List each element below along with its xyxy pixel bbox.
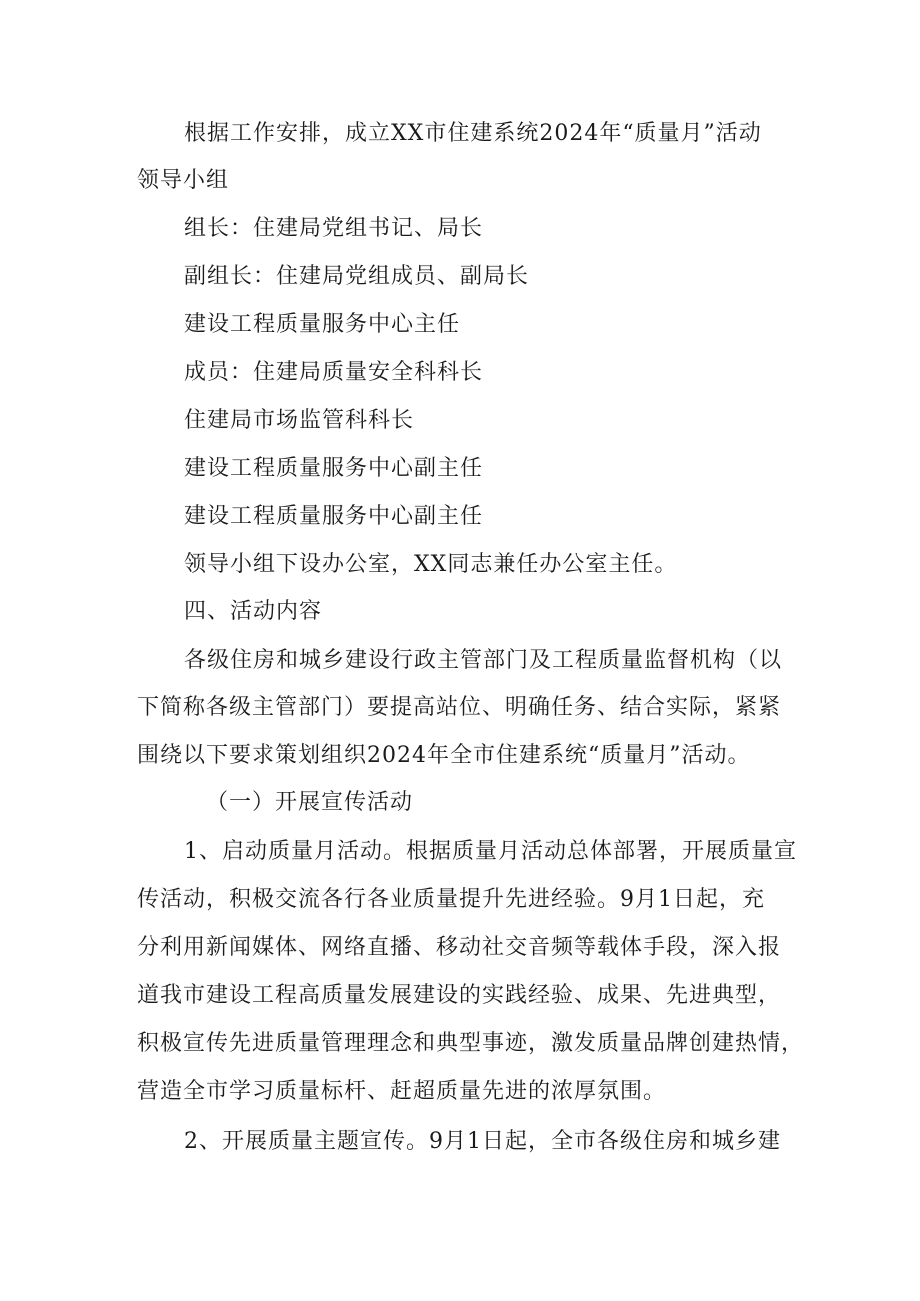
text-line: 建设工程质量服务中心主任 (184, 312, 461, 337)
text-line: 1、启动质量月活动。根据质量月活动总体部署，开展质量宣 (184, 839, 797, 864)
text-line: 副组长：住建局党组成员、副局长 (184, 264, 530, 289)
text-line: 各级住房和城乡建设行政主管部门及工程质量监督机构（以 (184, 648, 783, 673)
text-line: 住建局市场监管科科长 (184, 408, 415, 433)
text-line: 营造全市学习质量标杆、赶超质量先进的浓厚氛围。 (137, 1079, 667, 1104)
text-line: 领导小组下设办公室，XX同志兼任办公室主任。 (184, 552, 678, 577)
text-line: 组长：住建局党组书记、局长 (184, 216, 484, 241)
text-line: 分利用新闻媒体、网络直播、移动社交音频等载体手段，深入报 (137, 935, 782, 960)
text-line: 传活动，积极交流各行各业质量提升先进经验。9月1日起，充 (137, 887, 765, 912)
text-line: 2、开展质量主题宣传。9月1日起，全市各级住房和城乡建 (184, 1129, 781, 1154)
text-line: 领导小组 (137, 168, 230, 193)
section-heading: 四、活动内容 (184, 599, 323, 624)
text-line: 成员：住建局质量安全科科长 (184, 360, 484, 385)
text-line: 建设工程质量服务中心副主任 (184, 504, 484, 529)
text-line: 积极宣传先进质量管理理念和典型事迹，激发质量品牌创建热情， (137, 1031, 805, 1056)
text-line: 建设工程质量服务中心副主任 (184, 456, 484, 481)
text-line: 道我市建设工程高质量发展建设的实践经验、成果、先进典型， (137, 983, 782, 1008)
text-line: 根据工作安排，成立XX市住建系统2024年“质量月”活动 (184, 121, 762, 146)
text-line: 围绕以下要求策划组织2024年全市住建系统“质量月”活动。 (137, 743, 751, 768)
subsection-heading: （一）开展宣传活动 (206, 790, 414, 815)
text-line: 下简称各级主管部门）要提高站位、明确任务、结合实际，紧紧 (137, 695, 782, 720)
